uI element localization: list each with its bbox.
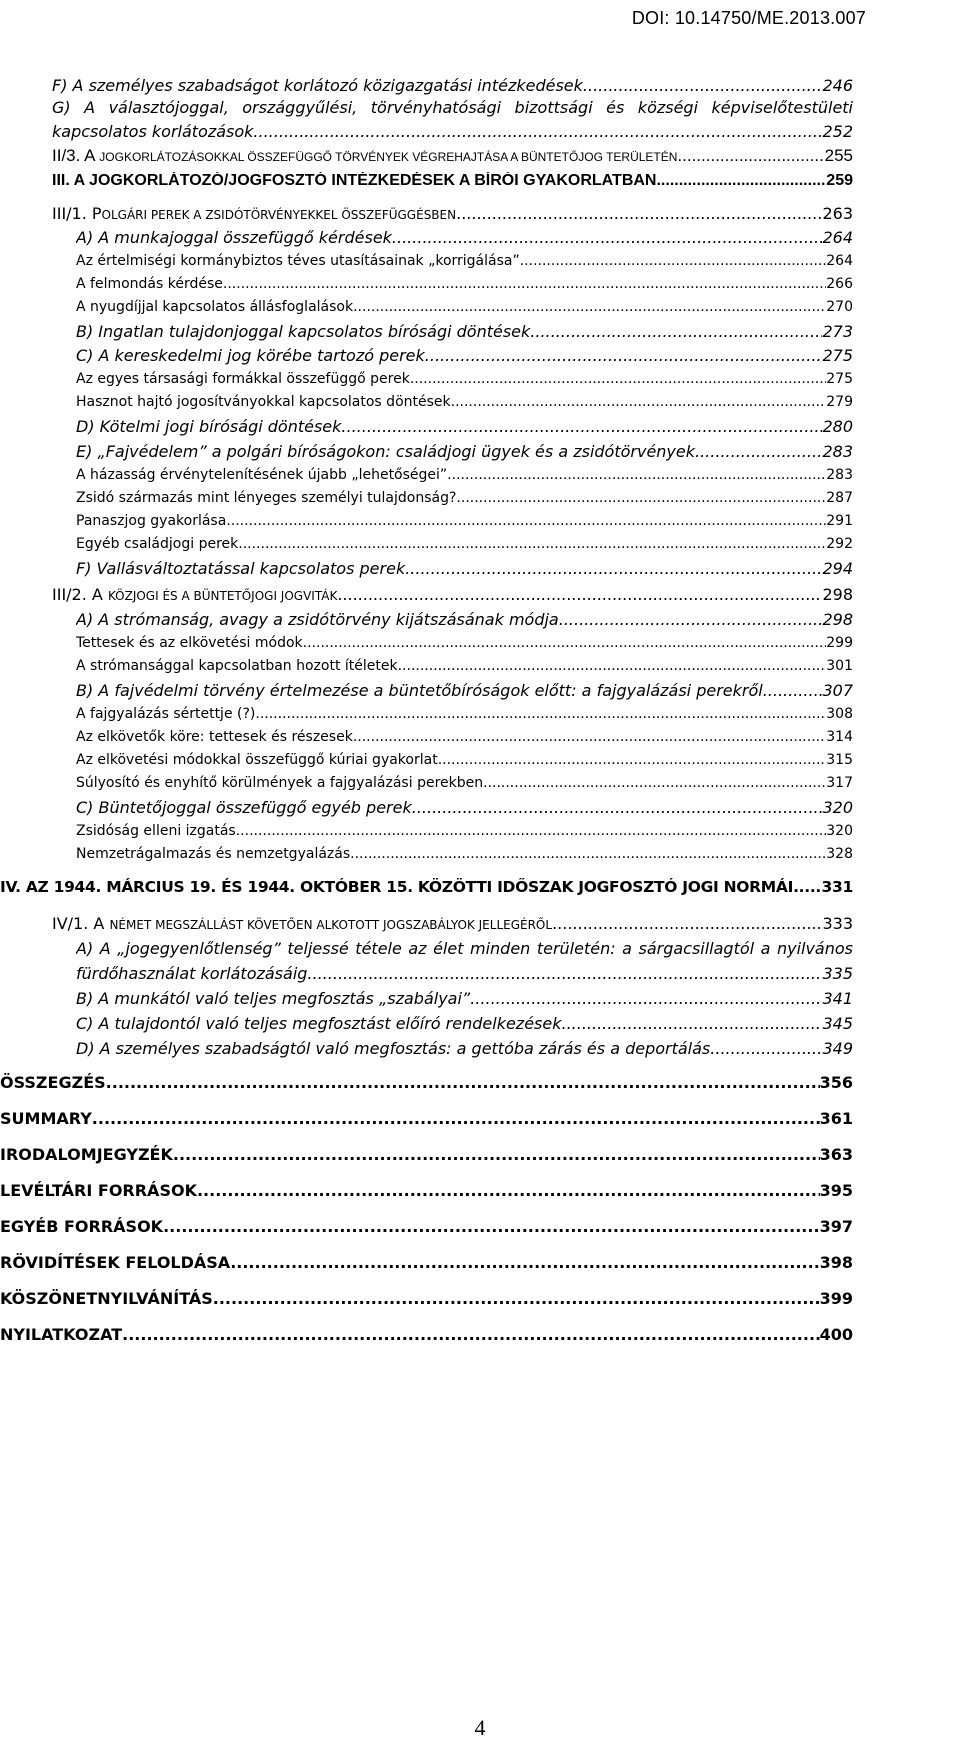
toc-entry-page: 283 xyxy=(822,442,853,461)
toc-entry-title: SUMMARY xyxy=(0,1109,92,1128)
toc-entry-page: 331 xyxy=(821,878,853,896)
toc-entry-page: 333 xyxy=(822,914,853,933)
toc-entry-title: A) A strómanság, avagy a zsidótörvény kijátszásának módja xyxy=(76,610,559,629)
toc-entry-page: 294 xyxy=(822,559,853,578)
toc-entry[interactable] xyxy=(76,346,853,365)
toc-entry-page: 315 xyxy=(826,752,853,768)
toc-entry-page: 298 xyxy=(822,585,853,604)
toc-entry-page: 361 xyxy=(819,1109,853,1128)
toc-entry-title: KÖSZÖNETNYILVÁNÍTÁS xyxy=(0,1289,213,1308)
toc-entry[interactable] xyxy=(52,76,853,95)
toc-entry-page: 273 xyxy=(822,322,853,341)
toc-entry-title: A) A munkajoggal összefüggő kérdések xyxy=(76,228,392,247)
toc-entry[interactable] xyxy=(0,1109,853,1128)
toc-entry[interactable] xyxy=(76,536,853,552)
toc-entry-line1[interactable]: A) A „jogegyenlőtlenség” teljessé tétele az élet minden területén: a sárgacsillagtól a nyilvános xyxy=(76,939,853,958)
toc-entry-page: 283 xyxy=(826,467,853,483)
toc-entry-title: IRODALOMJEGYZÉK xyxy=(0,1145,173,1164)
toc-entry-title: Zsidóság elleni izgatás xyxy=(76,823,236,839)
toc-entry-page: 291 xyxy=(826,513,853,529)
toc-entry-page: 280 xyxy=(822,417,853,436)
toc-entry-title: kapcsolatos korlátozások xyxy=(52,122,254,141)
toc-entry-title: NYILATKOZAT xyxy=(0,1325,123,1344)
toc-entry-page: 275 xyxy=(826,371,853,387)
toc-entry-title: ÖSSZEGZÉS xyxy=(0,1073,106,1092)
toc-entry[interactable]: IV/1. A NÉMET MEGSZÁLLÁST KÖVETŐEN ALKOTOTT JOGSZABÁLYOK JELLEGÉRŐL ..... 333 xyxy=(52,914,853,933)
toc-entry-page: 341 xyxy=(822,989,853,1008)
toc-entry[interactable] xyxy=(76,276,853,292)
toc-entry-title: Tettesek és az elkövetési módok xyxy=(76,635,303,651)
toc-entry[interactable] xyxy=(76,394,853,410)
toc-entry-title: Zsidó származás mint lényeges személyi tulajdonság? xyxy=(76,490,457,506)
toc-entry-page: 264 xyxy=(826,253,853,269)
toc-entry-title: F) A személyes szabadságot korlátozó közigazgatási intézkedések xyxy=(52,76,583,95)
toc-entry[interactable] xyxy=(76,1014,853,1033)
toc-entry-page: 335 xyxy=(822,964,853,983)
toc-entry[interactable] xyxy=(0,1145,853,1164)
toc-entry-title: IV. AZ 1944. MÁRCIUS 19. ÉS 1944. OKTÓBER 15. KÖZÖTTI IDŐSZAK JOGFOSZTÓ JOGI NORMÁI. xyxy=(0,878,799,896)
toc-entry-page: 301 xyxy=(826,658,853,674)
toc-entry-page: 399 xyxy=(819,1289,853,1308)
toc-entry[interactable] xyxy=(76,513,853,529)
toc-entry[interactable]: III/2. A KÖZJOGI ÉS A BÜNTETŐJOGI JOGVITÁK ..... 298 xyxy=(52,585,853,604)
toc-entry[interactable] xyxy=(76,1039,853,1058)
toc-entry[interactable]: III/1. POLGÁRI PEREK A ZSIDÓTÖRVÉNYEKKEL ÖSSZEFÜGGÉSBEN ..... 263 xyxy=(52,204,853,223)
toc-entry-page: 270 xyxy=(826,299,853,315)
toc-entry[interactable] xyxy=(76,610,853,629)
toc-entry[interactable] xyxy=(76,729,853,745)
toc-entry-title: fürdőhasználat korlátozásáig xyxy=(76,964,308,983)
toc-entry-title: D) A személyes szabadságtól való megfosztás: a gettóba zárás és a deportálás xyxy=(76,1039,711,1058)
toc-entry[interactable] xyxy=(0,1325,853,1344)
toc-entry-page: 263 xyxy=(822,204,853,223)
toc-entry-title: Egyéb családjogi perek xyxy=(76,536,239,552)
toc-entry-title: Az egyes társasági formákkal összefüggő perek xyxy=(76,371,410,387)
toc-entry-title: Panaszjog gyakorlása xyxy=(76,513,227,529)
toc-entry[interactable] xyxy=(76,964,853,983)
toc-entry-title: III. A JOGKORLÁTOZÓ/JOGFOSZTÓ INTÉZKEDÉSEK A BÍRÓI GYAKORLATBAN xyxy=(52,172,657,189)
toc-entry-page: 328 xyxy=(826,846,853,862)
toc-entry[interactable] xyxy=(76,658,853,674)
toc-entry-title: E) „Fajvédelem” a polgári bíróságokon: családjogi ügyek és a zsidótörvények xyxy=(76,442,695,461)
toc-entry-page: 308 xyxy=(826,706,853,722)
toc-entry-title: A strómansággal kapcsolatban hozott ítéletek xyxy=(76,658,398,674)
toc-entry-title: B) A munkától való teljes megfosztás „szabályai” xyxy=(76,989,471,1008)
toc-entry-page: 264 xyxy=(822,228,853,247)
toc-entry-title: F) Vallásváltoztatással kapcsolatos perek xyxy=(76,559,406,578)
toc-entry[interactable] xyxy=(76,775,853,791)
toc-entry-title: C) Büntetőjoggal összefüggő egyéb perek xyxy=(76,798,412,817)
toc-entry-title: A fajgyalázás sértettje (?) xyxy=(76,706,256,722)
toc-entry-title: C) A tulajdontól való teljes megfosztást előíró rendelkezések xyxy=(76,1014,562,1033)
toc-entry[interactable] xyxy=(76,299,853,315)
toc-entry-page: 275 xyxy=(822,346,853,365)
toc-entry[interactable] xyxy=(76,442,853,461)
toc-entry[interactable] xyxy=(76,371,853,387)
toc-entry[interactable] xyxy=(76,706,853,722)
toc-entry[interactable] xyxy=(76,228,853,247)
toc-entry-page: 320 xyxy=(826,823,853,839)
toc-entry-title: LEVÉLTÁRI FORRÁSOK xyxy=(0,1181,197,1200)
toc-entry-title: Az elkövetők köre: tettesek és részesek xyxy=(76,729,353,745)
toc-entry[interactable] xyxy=(52,172,853,190)
toc-entry[interactable] xyxy=(76,253,853,269)
toc-entry-page: 299 xyxy=(826,635,853,651)
toc-entry-page: 279 xyxy=(826,394,853,410)
toc-entry-page: 292 xyxy=(826,536,853,552)
toc-entry-title: Nemzetrágalmazás és nemzetgyalázás xyxy=(76,846,351,862)
toc-entry-page: 398 xyxy=(819,1253,853,1272)
toc-entry-title: Az értelmiségi kormánybiztos téves utasításainak „korrigálása” xyxy=(76,253,520,269)
toc-entry-page: 259 xyxy=(826,172,853,189)
toc-entry-page: 298 xyxy=(822,610,853,629)
toc-entry-page: 255 xyxy=(824,146,853,165)
toc-entry-title: D) Kötelmi jogi bírósági döntések xyxy=(76,417,342,436)
toc-entry-page: 307 xyxy=(822,681,853,700)
toc-entry[interactable] xyxy=(76,467,853,483)
toc-entry-title: B) Ingatlan tulajdonjoggal kapcsolatos bírósági döntések xyxy=(76,322,531,341)
toc-entry-page: 349 xyxy=(822,1039,853,1058)
toc-entry[interactable] xyxy=(0,1289,853,1308)
toc-entry-title: A nyugdíjjal kapcsolatos állásfoglalások xyxy=(76,299,354,315)
toc-entry-page: 252 xyxy=(822,122,853,141)
toc-entry-page: 395 xyxy=(819,1181,853,1200)
page-number: 4 xyxy=(474,1715,486,1740)
toc-entry[interactable] xyxy=(76,559,853,578)
toc-entry-title: Súlyosító és enyhítő körülmények a fajgyalázási perekben xyxy=(76,775,484,791)
toc-entry[interactable] xyxy=(76,846,853,862)
toc-entry-title: B) A fajvédelmi törvény értelmezése a büntetőbíróságok előtt: a fajgyalázási perekről xyxy=(76,681,763,700)
toc-entry-title: RÖVIDÍTÉSEK FELOLDÁSA xyxy=(0,1253,231,1272)
toc-entry[interactable] xyxy=(76,490,853,506)
toc-entry-page: 356 xyxy=(819,1073,853,1092)
toc-entry-page: 287 xyxy=(826,490,853,506)
toc-entry-page: 317 xyxy=(826,775,853,791)
toc-entry-title: C) A kereskedelmi jog körébe tartozó perek xyxy=(76,346,425,365)
toc-entry[interactable] xyxy=(0,1253,853,1272)
doi-header: DOI: 10.14750/ME.2013.007 xyxy=(631,8,866,28)
toc-entry[interactable] xyxy=(0,878,853,896)
toc-entry[interactable] xyxy=(76,417,853,436)
toc-entry-line1[interactable]: G) A választójoggal, országgyűlési, törvényhatósági bizottsági és községi képviselőtestületi xyxy=(52,98,853,117)
toc-entry[interactable] xyxy=(52,122,853,141)
toc-entry-page: 266 xyxy=(826,276,853,292)
toc-entry-page: 320 xyxy=(822,798,853,817)
toc-entry-page: 397 xyxy=(819,1217,853,1236)
toc-entry-page: 314 xyxy=(826,729,853,745)
toc-entry-page: 363 xyxy=(819,1145,853,1164)
toc-entry[interactable] xyxy=(0,1217,853,1236)
toc-entry[interactable] xyxy=(76,681,853,700)
toc-entry-title: Az elkövetési módokkal összefüggő kúriai gyakorlat xyxy=(76,752,438,768)
toc-entry[interactable] xyxy=(76,823,853,839)
toc-entry-title: A felmondás kérdése xyxy=(76,276,223,292)
toc-entry[interactable] xyxy=(76,635,853,651)
toc-entry[interactable] xyxy=(0,1073,853,1092)
toc-entry-page: 345 xyxy=(822,1014,853,1033)
toc-entry[interactable] xyxy=(76,989,853,1008)
toc-entry[interactable] xyxy=(76,798,853,817)
toc-entry[interactable] xyxy=(76,752,853,768)
toc-entry[interactable] xyxy=(0,1181,853,1200)
toc-entry-page: 400 xyxy=(819,1325,853,1344)
toc-entry[interactable]: II/3. A JOGKORLÁTOZÁSOKKAL ÖSSZEFÜGGŐ TÖRVÉNYEK VÉGREHAJTÁSA A BÜNTETŐJOG TERÜLETÉN ..... 255 xyxy=(52,146,853,166)
toc-entry-title: A házasság érvénytelenítésének újabb „lehetőségei” xyxy=(76,467,448,483)
toc-entry-page: 246 xyxy=(822,76,853,95)
toc-entry[interactable] xyxy=(76,322,853,341)
toc-entry-title: EGYÉB FORRÁSOK xyxy=(0,1217,164,1236)
toc-entry-title: Hasznot hajtó jogosítványokkal kapcsolatos döntések xyxy=(76,394,451,410)
